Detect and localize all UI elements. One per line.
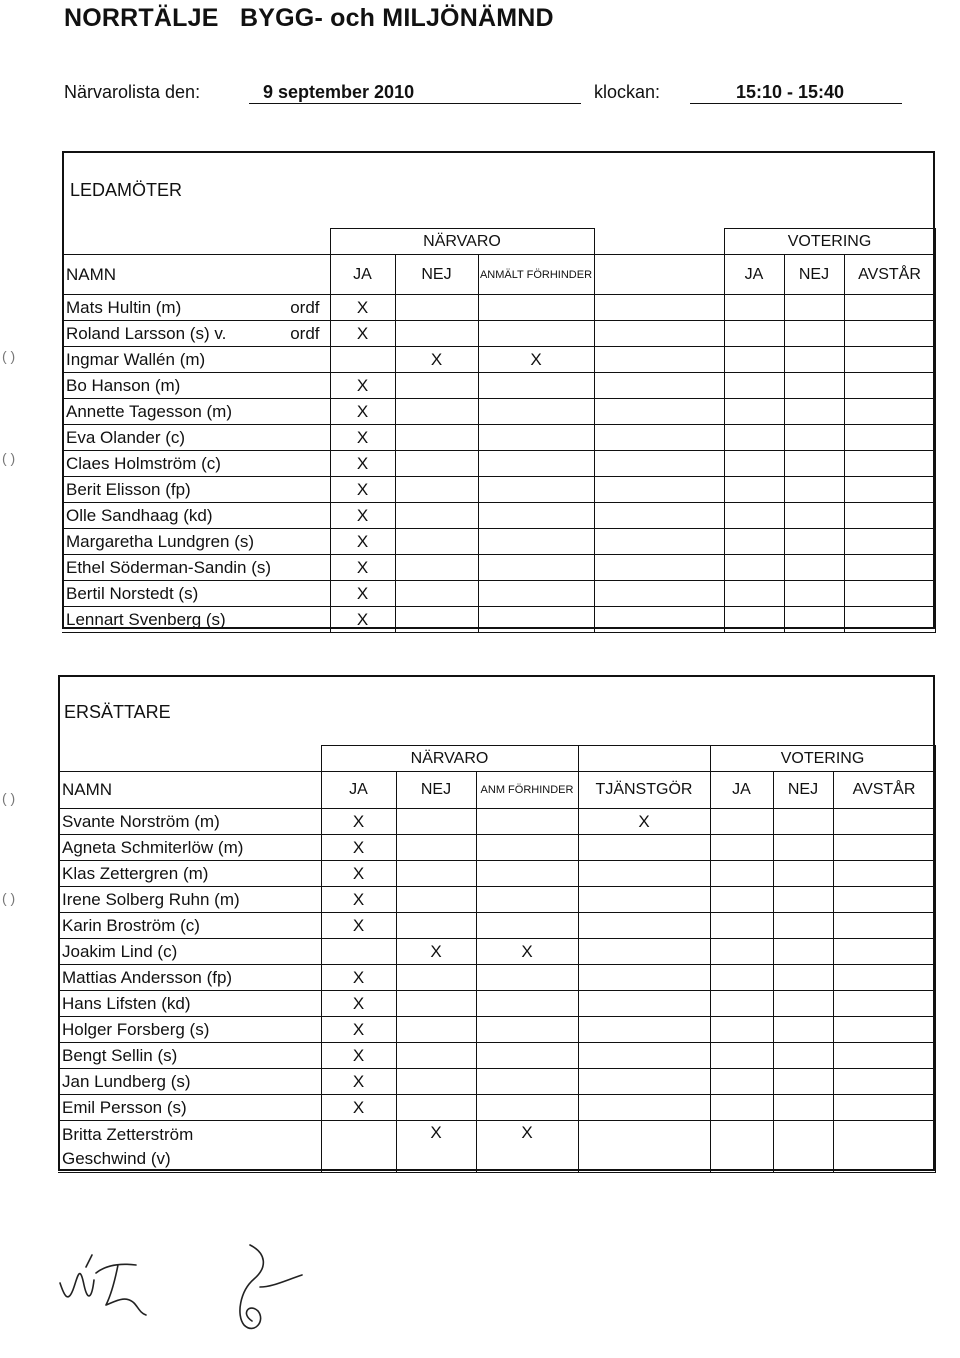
tjanstgor-cell [578, 913, 710, 939]
signature-image [40, 1225, 340, 1345]
margin-mark: ( ) [2, 348, 16, 364]
anm-cell: X [476, 1121, 578, 1173]
narvaro-ja-cell: X [330, 321, 395, 347]
table-row [58, 1095, 935, 1121]
narvaro-ja-cell: X [330, 503, 395, 529]
votering-header: VOTERING [724, 229, 935, 255]
narvaro-nej-cell [395, 451, 478, 477]
substitute-name-line1: Britta Zetterström [62, 1124, 194, 1144]
votering-ja-cell [710, 1043, 773, 1069]
votering-ja-cell [724, 425, 784, 451]
votering-nej-cell [773, 1017, 833, 1043]
narvaro-nej-cell [395, 607, 478, 633]
narvaro-anmalt-cell [478, 607, 594, 633]
member-name: Mats Hultin (m) [66, 297, 182, 317]
member-name: Bertil Norstedt (s) [66, 583, 199, 603]
tjanstgor-cell [578, 1069, 710, 1095]
nej-cell: X [396, 939, 476, 965]
votering-avstar-cell [833, 965, 935, 991]
ja-cell: X [321, 913, 396, 939]
votering-avstar-cell [844, 425, 935, 451]
votering-ja-cell [724, 373, 784, 399]
narvaro-nej-cell [395, 529, 478, 555]
narvaro-anmalt-cell [478, 295, 594, 321]
empty-cell [594, 347, 724, 373]
table-row [62, 347, 935, 373]
empty-cell [594, 399, 724, 425]
substitute-name-cell: Bengt Sellin (s) [58, 1043, 321, 1069]
substitute-name-cell: Jan Lundberg (s) [58, 1069, 321, 1095]
margin-mark: ( ) [2, 790, 16, 806]
table-row [58, 887, 935, 913]
ja-cell: X [321, 1043, 396, 1069]
votering-avstar-cell [844, 347, 935, 373]
table-row [58, 965, 935, 991]
votering-nej-cell [773, 809, 833, 835]
narvaro-ja-cell: X [330, 451, 395, 477]
member-name: Berit Elisson (fp) [66, 479, 191, 499]
table-row [58, 991, 935, 1017]
margin-mark: ( ) [2, 890, 16, 906]
nej-cell [396, 887, 476, 913]
table-row [58, 1121, 935, 1173]
nej-cell [396, 1069, 476, 1095]
empty-cell [594, 425, 724, 451]
votering-ja-cell [710, 809, 773, 835]
narvaro-nej-cell: X [395, 347, 478, 373]
anm-cell [476, 887, 578, 913]
votering-ja-cell [710, 913, 773, 939]
nej-cell [396, 809, 476, 835]
member-name: Ingmar Wallén (m) [66, 349, 206, 369]
votering-avstar-cell [844, 607, 935, 633]
votering-nej-cell [784, 373, 844, 399]
anm-cell [476, 1095, 578, 1121]
member-name-cell [62, 451, 330, 477]
nej-cell [396, 1017, 476, 1043]
empty-cell [594, 373, 724, 399]
table-row [62, 399, 935, 425]
ersattare-table [58, 745, 936, 1173]
votering-avstar-cell [833, 861, 935, 887]
e-nej-header: NEJ [396, 772, 476, 809]
empty-cell [594, 477, 724, 503]
time-value: 15:10 - 15:40 [690, 82, 902, 104]
empty-cell [594, 295, 724, 321]
narvaro-nej-cell [395, 295, 478, 321]
narvaro-anmalt-cell: X [478, 347, 594, 373]
margin-mark: ( ) [2, 450, 16, 466]
table-row [62, 321, 935, 347]
anm-cell [476, 965, 578, 991]
tjanstgor-cell [578, 861, 710, 887]
anm-cell [476, 861, 578, 887]
narvaro-nej-cell [395, 581, 478, 607]
narvaro-ja-cell: X [330, 581, 395, 607]
substitute-name-cell: Karin Broström (c) [58, 913, 321, 939]
ja-cell: X [321, 861, 396, 887]
member-role: ordf [290, 323, 320, 343]
table-row [58, 1043, 935, 1069]
empty-cell [594, 529, 724, 555]
votering-nej-cell [773, 913, 833, 939]
ja-cell: X [321, 1095, 396, 1121]
votering-nej-cell [773, 887, 833, 913]
narvaro-anmalt-cell [478, 555, 594, 581]
signature-stroke [96, 1264, 146, 1315]
table-row [58, 1069, 935, 1095]
nej-cell [396, 991, 476, 1017]
e-vot-nej-header: NEJ [773, 772, 833, 809]
member-name-cell [62, 373, 330, 399]
narvaro-anmalt-cell [478, 373, 594, 399]
substitute-name-cell: Mattias Andersson (fp) [58, 965, 321, 991]
votering-ja-cell [710, 939, 773, 965]
narvaro-anmalt-cell [478, 477, 594, 503]
narvaro-ja-cell: X [330, 295, 395, 321]
votering-ja-cell [724, 529, 784, 555]
ja-cell: X [321, 1017, 396, 1043]
narvaro-ja-cell: X [330, 373, 395, 399]
votering-ja-cell [724, 295, 784, 321]
nej-header: NEJ [395, 255, 478, 295]
votering-nej-cell [773, 939, 833, 965]
votering-ja-cell [710, 965, 773, 991]
e-votering-header: VOTERING [710, 746, 935, 772]
votering-avstar-cell [833, 991, 935, 1017]
substitute-name-cell: Irene Solberg Ruhn (m) [58, 887, 321, 913]
vot-ja-header: JA [724, 255, 784, 295]
table-row [58, 1017, 935, 1043]
ersattare-section-title: ERSÄTTARE [64, 702, 171, 722]
ja-cell: X [321, 887, 396, 913]
ja-header: JA [330, 255, 395, 295]
table-row [62, 555, 935, 581]
votering-ja-cell [710, 887, 773, 913]
narvaro-header: NÄRVARO [330, 229, 594, 255]
votering-avstar-cell [833, 913, 935, 939]
empty-cell [594, 581, 724, 607]
votering-avstar-cell [844, 295, 935, 321]
votering-avstar-cell [833, 1069, 935, 1095]
votering-nej-cell [784, 477, 844, 503]
nej-cell [396, 913, 476, 939]
votering-nej-cell [773, 1043, 833, 1069]
tjanstgor-cell [578, 887, 710, 913]
narvaro-nej-cell [395, 321, 478, 347]
member-name: Eva Olander (c) [66, 427, 186, 447]
member-name-cell [62, 581, 330, 607]
votering-nej-cell [784, 451, 844, 477]
substitute-name-cell: Hans Lifsten (kd) [58, 991, 321, 1017]
votering-nej-cell [773, 991, 833, 1017]
votering-avstar-cell [833, 1043, 935, 1069]
votering-ja-cell [710, 835, 773, 861]
e-narvaro-header: NÄRVARO [321, 746, 578, 772]
ja-cell [321, 939, 396, 965]
votering-nej-cell [784, 581, 844, 607]
table-row [62, 477, 935, 503]
ja-cell: X [321, 991, 396, 1017]
table-row [58, 861, 935, 887]
votering-avstar-cell [833, 939, 935, 965]
member-name-cell [62, 321, 330, 347]
member-name-cell [62, 295, 330, 321]
substitute-name-cell [58, 1121, 321, 1173]
anm-cell: X [476, 939, 578, 965]
ja-cell: X [321, 965, 396, 991]
member-name: Margaretha Lundgren (s) [66, 531, 255, 551]
table-row [58, 835, 935, 861]
table-row [62, 529, 935, 555]
e-ja-header: JA [321, 772, 396, 809]
ledamoter-section-title: LEDAMÖTER [70, 180, 183, 200]
narvaro-nej-cell [395, 555, 478, 581]
votering-avstar-cell [833, 1121, 935, 1173]
votering-nej-cell [773, 1095, 833, 1121]
votering-avstar-cell [833, 809, 935, 835]
narvaro-nej-cell [395, 373, 478, 399]
anm-cell [476, 913, 578, 939]
votering-nej-cell [784, 503, 844, 529]
narvaro-anmalt-cell [478, 321, 594, 347]
votering-avstar-cell [844, 451, 935, 477]
anm-cell [476, 1043, 578, 1069]
votering-nej-cell [784, 607, 844, 633]
vot-nej-header: NEJ [784, 255, 844, 295]
votering-ja-cell [710, 861, 773, 887]
votering-avstar-cell [833, 887, 935, 913]
votering-ja-cell [724, 451, 784, 477]
table-row [62, 607, 935, 633]
member-name-cell [62, 555, 330, 581]
narvaro-anmalt-cell [478, 529, 594, 555]
votering-nej-cell [773, 1069, 833, 1095]
member-name-cell [62, 425, 330, 451]
votering-ja-cell [724, 399, 784, 425]
tjanstgor-cell [578, 965, 710, 991]
narvaro-ja-cell: X [330, 529, 395, 555]
name-column-header: NAMN [62, 255, 330, 295]
table-row [58, 913, 935, 939]
nej-cell [396, 965, 476, 991]
member-name: Roland Larsson (s) v. [66, 323, 227, 343]
votering-avstar-cell [844, 399, 935, 425]
votering-avstar-cell [833, 1095, 935, 1121]
ledamoter-table [62, 228, 936, 633]
member-name: Lennart Svenberg (s) [66, 609, 226, 629]
substitute-name-cell: Svante Norström (m) [58, 809, 321, 835]
narvaro-anmalt-cell [478, 425, 594, 451]
table-row [62, 425, 935, 451]
tjanstgor-cell [578, 1043, 710, 1069]
e-vot-avstar-header: AVSTÅR [833, 772, 935, 809]
narvaro-ja-cell: X [330, 399, 395, 425]
anm-cell [476, 1069, 578, 1095]
table-row [62, 295, 935, 321]
tjanstgor-cell: X [578, 809, 710, 835]
tjanstgor-cell [578, 1017, 710, 1043]
tjanstgor-cell [578, 939, 710, 965]
ja-cell: X [321, 835, 396, 861]
anm-cell [476, 835, 578, 861]
substitute-name-cell: Holger Forsberg (s) [58, 1017, 321, 1043]
narvaro-nej-cell [395, 425, 478, 451]
table-row [58, 939, 935, 965]
votering-avstar-cell [833, 1017, 935, 1043]
anm-cell [476, 1017, 578, 1043]
nej-cell: X [396, 1121, 476, 1173]
substitute-name-line2: Geschwind (v) [62, 1148, 171, 1168]
narvaro-nej-cell [395, 399, 478, 425]
member-role: ordf [290, 297, 320, 317]
votering-nej-cell [784, 555, 844, 581]
votering-ja-cell [710, 1069, 773, 1095]
votering-nej-cell [784, 347, 844, 373]
narvaro-nej-cell [395, 477, 478, 503]
member-name-cell [62, 477, 330, 503]
date-label: Närvarolista den: [64, 82, 201, 102]
votering-ja-cell [710, 1121, 773, 1173]
anmalt-header: ANMÄLT FÖRHINDER [478, 255, 594, 295]
substitute-name-cell: Klas Zettergren (m) [58, 861, 321, 887]
narvaro-anmalt-cell [478, 451, 594, 477]
votering-nej-cell [773, 1121, 833, 1173]
nej-cell [396, 1095, 476, 1121]
votering-ja-cell [710, 1095, 773, 1121]
votering-avstar-cell [844, 373, 935, 399]
ja-cell: X [321, 1069, 396, 1095]
votering-ja-cell [724, 347, 784, 373]
member-name-cell [62, 347, 330, 373]
ja-cell [321, 1121, 396, 1173]
votering-ja-cell [724, 503, 784, 529]
signature-stroke [240, 1245, 302, 1328]
e-anm-header: ANM FÖRHINDER [476, 772, 578, 809]
votering-nej-cell [773, 835, 833, 861]
votering-ja-cell [724, 321, 784, 347]
votering-avstar-cell [844, 581, 935, 607]
votering-avstar-cell [833, 835, 935, 861]
narvaro-ja-cell: X [330, 477, 395, 503]
votering-ja-cell [724, 607, 784, 633]
e-vot-ja-header: JA [710, 772, 773, 809]
narvaro-ja-cell: X [330, 425, 395, 451]
page-title: NORRTÄLJE BYGG- och MILJÖNÄMND [64, 4, 554, 32]
narvaro-anmalt-cell [478, 503, 594, 529]
ja-cell: X [321, 809, 396, 835]
member-name: Annette Tagesson (m) [66, 401, 232, 421]
tjanstgor-cell [578, 1121, 710, 1173]
votering-ja-cell [710, 1017, 773, 1043]
member-name-cell [62, 607, 330, 633]
narvaro-anmalt-cell [478, 581, 594, 607]
date-value: 9 september 2010 [249, 82, 581, 104]
votering-avstar-cell [844, 529, 935, 555]
nej-cell [396, 1043, 476, 1069]
votering-avstar-cell [844, 321, 935, 347]
narvaro-anmalt-cell [478, 399, 594, 425]
signature-stroke [60, 1274, 94, 1297]
signature-stroke [86, 1255, 92, 1267]
narvaro-ja-cell: X [330, 555, 395, 581]
votering-ja-cell [724, 555, 784, 581]
votering-nej-cell [784, 425, 844, 451]
anm-cell [476, 991, 578, 1017]
anm-cell [476, 809, 578, 835]
member-name: Olle Sandhaag (kd) [66, 505, 213, 525]
votering-nej-cell [784, 529, 844, 555]
tjanstgor-cell [578, 1095, 710, 1121]
member-name-cell [62, 399, 330, 425]
narvaro-nej-cell [395, 503, 478, 529]
substitute-name-cell: Agneta Schmiterlöw (m) [58, 835, 321, 861]
narvaro-ja-cell [330, 347, 395, 373]
member-name: Bo Hanson (m) [66, 375, 181, 395]
votering-avstar-cell [844, 555, 935, 581]
votering-nej-cell [773, 861, 833, 887]
empty-cell [594, 451, 724, 477]
empty-cell [594, 607, 724, 633]
votering-nej-cell [784, 321, 844, 347]
empty-cell [594, 503, 724, 529]
tjanstgor-cell [578, 991, 710, 1017]
member-name: Claes Holmström (c) [66, 453, 221, 473]
table-row [62, 581, 935, 607]
votering-ja-cell [724, 581, 784, 607]
table-row [58, 809, 935, 835]
member-name-cell [62, 529, 330, 555]
tjanstgor-header: TJÄNSTGÖR [578, 772, 710, 809]
votering-avstar-cell [844, 503, 935, 529]
votering-ja-cell [710, 991, 773, 1017]
table-row [62, 503, 935, 529]
votering-nej-cell [773, 965, 833, 991]
vot-avstar-header: AVSTÅR [844, 255, 935, 295]
narvaro-ja-cell: X [330, 607, 395, 633]
votering-nej-cell [784, 295, 844, 321]
nej-cell [396, 835, 476, 861]
table-row [62, 373, 935, 399]
votering-ja-cell [724, 477, 784, 503]
votering-avstar-cell [844, 477, 935, 503]
votering-nej-cell [784, 399, 844, 425]
empty-cell [594, 555, 724, 581]
tjanstgor-cell [578, 835, 710, 861]
member-name-cell [62, 503, 330, 529]
nej-cell [396, 861, 476, 887]
member-name: Ethel Söderman-Sandin (s) [66, 557, 272, 577]
substitute-name-cell: Emil Persson (s) [58, 1095, 321, 1121]
time-label: klockan: [594, 82, 661, 102]
table-row [62, 451, 935, 477]
empty-cell [594, 321, 724, 347]
e-name-column-header: NAMN [58, 772, 321, 809]
substitute-name-cell: Joakim Lind (c) [58, 939, 321, 965]
